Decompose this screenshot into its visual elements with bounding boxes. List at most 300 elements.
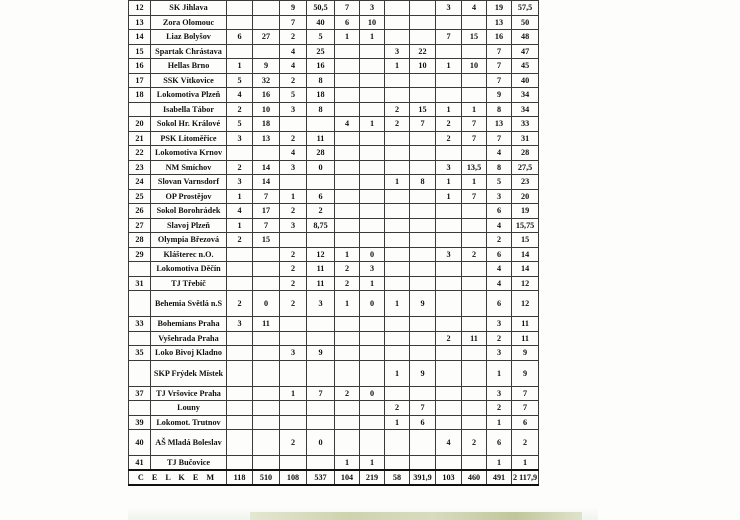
value-cell: 2	[280, 262, 307, 277]
total-value-cell: 219	[360, 470, 385, 485]
value-cell	[385, 189, 410, 204]
value-cell	[436, 44, 462, 59]
value-cell: 7	[512, 401, 539, 416]
value-cell	[385, 317, 410, 332]
value-cell: 10	[462, 59, 487, 74]
value-cell: 50,5	[307, 1, 335, 16]
value-cell	[385, 262, 410, 277]
value-cell	[410, 88, 436, 103]
value-cell: 13	[487, 117, 512, 132]
value-cell: 7	[335, 1, 360, 16]
photo-edge	[250, 512, 582, 520]
value-cell: 2	[462, 430, 487, 456]
value-cell: 1	[335, 30, 360, 45]
value-cell	[227, 276, 253, 291]
value-cell: 3	[487, 189, 512, 204]
value-cell: 3	[436, 160, 462, 175]
value-cell	[360, 102, 385, 117]
table-row	[129, 291, 539, 317]
value-cell: 10	[360, 15, 385, 30]
value-cell: 2	[385, 117, 410, 132]
value-cell	[253, 415, 280, 430]
value-cell: 15	[410, 102, 436, 117]
value-cell: 2	[335, 262, 360, 277]
value-cell	[253, 146, 280, 161]
value-cell: 1	[360, 30, 385, 45]
value-cell	[385, 331, 410, 346]
value-cell: 19	[512, 204, 539, 219]
rank-cell: 17	[129, 73, 151, 88]
value-cell: 1	[385, 360, 410, 386]
value-cell: 12	[512, 276, 539, 291]
value-cell	[335, 88, 360, 103]
total-value-cell: 103	[436, 470, 462, 485]
value-cell	[436, 146, 462, 161]
value-cell: 2	[462, 247, 487, 262]
value-cell	[360, 233, 385, 248]
value-cell	[436, 456, 462, 471]
club-name-cell: NM Smíchov	[151, 160, 227, 175]
value-cell: 14	[512, 262, 539, 277]
value-cell: 22	[410, 44, 436, 59]
club-name-cell: SSK Vítkovice	[151, 73, 227, 88]
total-value-cell: 537	[307, 470, 335, 485]
value-cell	[280, 360, 307, 386]
table-row	[129, 131, 539, 146]
value-cell	[385, 233, 410, 248]
value-cell	[385, 430, 410, 456]
value-cell	[227, 401, 253, 416]
value-cell: 1	[436, 59, 462, 74]
table-row	[129, 204, 539, 219]
value-cell: 2	[280, 30, 307, 45]
value-cell	[410, 233, 436, 248]
table-row	[129, 44, 539, 59]
club-name-cell: Vyšehrada Praha	[151, 331, 227, 346]
value-cell: 1	[385, 59, 410, 74]
club-name-cell: Spartak Chrástava	[151, 44, 227, 59]
value-cell: 10	[253, 102, 280, 117]
value-cell	[280, 117, 307, 132]
rank-cell	[129, 262, 151, 277]
value-cell	[410, 131, 436, 146]
rank-cell: 20	[129, 117, 151, 132]
value-cell	[253, 346, 280, 361]
value-cell: 3	[487, 386, 512, 401]
value-cell	[335, 331, 360, 346]
table-row	[129, 88, 539, 103]
value-cell: 13,5	[462, 160, 487, 175]
rank-cell	[129, 360, 151, 386]
table-row	[129, 415, 539, 430]
value-cell: 3	[280, 346, 307, 361]
value-cell: 50	[512, 15, 539, 30]
value-cell: 2	[512, 430, 539, 456]
value-cell	[280, 456, 307, 471]
value-cell: 31	[512, 131, 539, 146]
rank-cell: 27	[129, 218, 151, 233]
value-cell	[335, 160, 360, 175]
results-table	[128, 0, 539, 486]
value-cell: 3	[385, 44, 410, 59]
value-cell: 3	[227, 131, 253, 146]
value-cell: 2	[280, 247, 307, 262]
table-row	[129, 430, 539, 456]
rank-cell: 35	[129, 346, 151, 361]
value-cell	[436, 233, 462, 248]
total-value-cell: 58	[385, 470, 410, 485]
value-cell: 7	[280, 15, 307, 30]
value-cell: 17	[253, 204, 280, 219]
value-cell: 16	[487, 30, 512, 45]
total-value-cell: 510	[253, 470, 280, 485]
table-row	[129, 146, 539, 161]
value-cell: 27,5	[512, 160, 539, 175]
value-cell: 1	[280, 189, 307, 204]
value-cell: 11	[307, 131, 335, 146]
value-cell: 1	[385, 291, 410, 317]
value-cell	[410, 331, 436, 346]
value-cell	[410, 247, 436, 262]
value-cell	[360, 44, 385, 59]
value-cell: 7	[253, 218, 280, 233]
value-cell: 13	[253, 131, 280, 146]
table-row	[129, 386, 539, 401]
value-cell	[385, 73, 410, 88]
club-name-cell: OP Prostějov	[151, 189, 227, 204]
value-cell: 9	[253, 59, 280, 74]
club-name-cell: Sokol Hr. Králové	[151, 117, 227, 132]
value-cell	[462, 15, 487, 30]
value-cell: 5	[227, 73, 253, 88]
table-row	[129, 233, 539, 248]
rank-cell	[129, 291, 151, 317]
value-cell	[335, 360, 360, 386]
rank-cell	[129, 331, 151, 346]
value-cell: 2	[335, 386, 360, 401]
value-cell: 4	[280, 59, 307, 74]
value-cell	[385, 456, 410, 471]
table-row	[129, 331, 539, 346]
value-cell: 16	[253, 88, 280, 103]
table-row	[129, 102, 539, 117]
table-row	[129, 247, 539, 262]
value-cell: 2	[487, 331, 512, 346]
value-cell	[385, 30, 410, 45]
value-cell	[462, 401, 487, 416]
value-cell	[227, 415, 253, 430]
value-cell: 16	[307, 59, 335, 74]
table-row	[129, 276, 539, 291]
value-cell: 2	[335, 276, 360, 291]
value-cell	[462, 360, 487, 386]
value-cell	[436, 415, 462, 430]
rank-cell: 39	[129, 415, 151, 430]
value-cell	[227, 146, 253, 161]
value-cell	[436, 88, 462, 103]
value-cell	[335, 146, 360, 161]
value-cell	[307, 233, 335, 248]
value-cell: 2	[280, 430, 307, 456]
value-cell	[385, 346, 410, 361]
club-name-cell: Sokol Borohrádek	[151, 204, 227, 219]
value-cell: 7	[487, 73, 512, 88]
total-label: C E L K E M	[129, 470, 227, 485]
rank-cell: 14	[129, 30, 151, 45]
table-row	[129, 262, 539, 277]
value-cell: 1	[360, 456, 385, 471]
value-cell: 3	[487, 346, 512, 361]
rank-cell	[129, 401, 151, 416]
value-cell	[227, 15, 253, 30]
value-cell	[385, 131, 410, 146]
rank-cell: 37	[129, 386, 151, 401]
value-cell: 9	[487, 88, 512, 103]
value-cell	[335, 102, 360, 117]
value-cell: 47	[512, 44, 539, 59]
value-cell	[410, 1, 436, 16]
rank-cell: 31	[129, 276, 151, 291]
value-cell: 11	[462, 331, 487, 346]
rank-cell: 18	[129, 88, 151, 103]
value-cell	[360, 146, 385, 161]
value-cell: 1	[280, 386, 307, 401]
value-cell	[335, 131, 360, 146]
value-cell	[253, 430, 280, 456]
value-cell: 8	[307, 73, 335, 88]
value-cell: 28	[512, 146, 539, 161]
rank-cell: 23	[129, 160, 151, 175]
value-cell: 1	[436, 175, 462, 190]
value-cell	[360, 204, 385, 219]
value-cell: 7	[410, 401, 436, 416]
value-cell: 15	[253, 233, 280, 248]
value-cell	[360, 131, 385, 146]
value-cell	[436, 73, 462, 88]
value-cell	[462, 386, 487, 401]
value-cell	[462, 415, 487, 430]
value-cell	[335, 233, 360, 248]
value-cell: 1	[436, 102, 462, 117]
table-row	[129, 30, 539, 45]
rank-cell: 29	[129, 247, 151, 262]
total-value-cell: 118	[227, 470, 253, 485]
value-cell	[227, 386, 253, 401]
value-cell: 4	[227, 204, 253, 219]
value-cell	[227, 430, 253, 456]
value-cell	[360, 160, 385, 175]
value-cell: 48	[512, 30, 539, 45]
value-cell	[436, 262, 462, 277]
value-cell	[335, 218, 360, 233]
value-cell	[385, 146, 410, 161]
value-cell: 2	[280, 291, 307, 317]
value-cell: 9	[410, 360, 436, 386]
value-cell	[227, 247, 253, 262]
value-cell	[410, 456, 436, 471]
value-cell	[462, 262, 487, 277]
club-name-cell: Olympia Březová	[151, 233, 227, 248]
value-cell: 33	[512, 117, 539, 132]
rank-cell: 26	[129, 204, 151, 219]
table-row	[129, 160, 539, 175]
value-cell	[410, 386, 436, 401]
value-cell: 3	[487, 317, 512, 332]
value-cell	[280, 401, 307, 416]
value-cell	[335, 430, 360, 456]
club-name-cell: Lokomotiva Plzeň	[151, 88, 227, 103]
club-name-cell: PSK Litoměřice	[151, 131, 227, 146]
value-cell: 4	[280, 44, 307, 59]
value-cell: 6	[512, 415, 539, 430]
value-cell	[385, 247, 410, 262]
value-cell	[253, 15, 280, 30]
value-cell: 6	[307, 189, 335, 204]
value-cell: 2	[307, 204, 335, 219]
value-cell	[410, 430, 436, 456]
rank-cell: 24	[129, 175, 151, 190]
table-row	[129, 189, 539, 204]
value-cell: 0	[307, 160, 335, 175]
value-cell: 6	[487, 291, 512, 317]
value-cell: 7	[307, 386, 335, 401]
value-cell	[335, 189, 360, 204]
value-cell	[410, 15, 436, 30]
value-cell	[253, 456, 280, 471]
club-name-cell: Lokomotiva Děčín	[151, 262, 227, 277]
value-cell	[253, 360, 280, 386]
club-name-cell: Lokomotiva Krnov	[151, 146, 227, 161]
value-cell	[227, 1, 253, 16]
value-cell	[410, 73, 436, 88]
value-cell	[280, 233, 307, 248]
value-cell: 6	[487, 247, 512, 262]
value-cell: 2	[487, 233, 512, 248]
value-cell: 6	[487, 430, 512, 456]
value-cell	[436, 346, 462, 361]
value-cell: 1	[487, 360, 512, 386]
value-cell	[253, 262, 280, 277]
value-cell	[360, 430, 385, 456]
value-cell	[436, 15, 462, 30]
table-row	[129, 1, 539, 16]
club-name-cell: Hellas Brno	[151, 59, 227, 74]
value-cell: 6	[410, 415, 436, 430]
value-cell	[307, 401, 335, 416]
value-cell: 4	[436, 430, 462, 456]
value-cell	[410, 160, 436, 175]
value-cell	[360, 331, 385, 346]
value-cell: 9	[280, 1, 307, 16]
value-cell	[462, 346, 487, 361]
value-cell: 2	[385, 102, 410, 117]
table-row	[129, 59, 539, 74]
value-cell: 6	[335, 15, 360, 30]
value-cell	[253, 44, 280, 59]
value-cell	[385, 204, 410, 219]
value-cell	[307, 331, 335, 346]
value-cell	[360, 415, 385, 430]
total-value-cell: 391,9	[410, 470, 436, 485]
value-cell	[280, 415, 307, 430]
value-cell	[385, 276, 410, 291]
value-cell	[227, 262, 253, 277]
value-cell: 3	[280, 102, 307, 117]
table-row	[129, 175, 539, 190]
value-cell: 1	[385, 175, 410, 190]
value-cell: 11	[253, 317, 280, 332]
value-cell: 8	[487, 160, 512, 175]
value-cell: 6	[227, 30, 253, 45]
value-cell: 1	[385, 415, 410, 430]
value-cell	[253, 247, 280, 262]
rank-cell: 15	[129, 44, 151, 59]
value-cell: 4	[487, 146, 512, 161]
club-name-cell: Zora Olomouc	[151, 15, 227, 30]
value-cell	[360, 73, 385, 88]
value-cell: 14	[512, 247, 539, 262]
table-row	[129, 346, 539, 361]
value-cell: 7	[462, 131, 487, 146]
value-cell: 40	[512, 73, 539, 88]
value-cell: 7	[487, 59, 512, 74]
value-cell: 4	[335, 117, 360, 132]
value-cell	[410, 204, 436, 219]
value-cell: 10	[410, 59, 436, 74]
club-name-cell: AŠ Mladá Boleslav	[151, 430, 227, 456]
results-table-wrapper	[128, 0, 539, 486]
value-cell	[410, 218, 436, 233]
value-cell	[280, 317, 307, 332]
value-cell	[410, 146, 436, 161]
value-cell: 3	[360, 1, 385, 16]
value-cell: 45	[512, 59, 539, 74]
value-cell: 2	[227, 291, 253, 317]
club-name-cell: TJ Vršovice Praha	[151, 386, 227, 401]
value-cell: 12	[307, 247, 335, 262]
value-cell: 2	[385, 401, 410, 416]
value-cell: 23	[512, 175, 539, 190]
value-cell	[436, 276, 462, 291]
club-name-cell: Slavoj Plzeň	[151, 218, 227, 233]
value-cell: 1	[335, 291, 360, 317]
value-cell	[227, 360, 253, 386]
value-cell: 15	[512, 233, 539, 248]
value-cell	[462, 204, 487, 219]
table-row	[129, 360, 539, 386]
value-cell	[436, 218, 462, 233]
club-name-cell: Loko Bivoj Kladno	[151, 346, 227, 361]
value-cell	[462, 44, 487, 59]
value-cell	[335, 204, 360, 219]
club-name-cell: Isabella Tábor	[151, 102, 227, 117]
value-cell	[335, 175, 360, 190]
value-cell: 27	[253, 30, 280, 45]
value-cell: 3	[280, 160, 307, 175]
value-cell	[360, 360, 385, 386]
table-row	[129, 317, 539, 332]
value-cell: 9	[410, 291, 436, 317]
value-cell: 0	[307, 430, 335, 456]
club-name-cell: Bohemians Praha	[151, 317, 227, 332]
value-cell	[227, 456, 253, 471]
value-cell: 2	[280, 131, 307, 146]
value-cell	[360, 189, 385, 204]
value-cell	[253, 276, 280, 291]
value-cell	[436, 204, 462, 219]
value-cell	[280, 331, 307, 346]
value-cell	[335, 401, 360, 416]
